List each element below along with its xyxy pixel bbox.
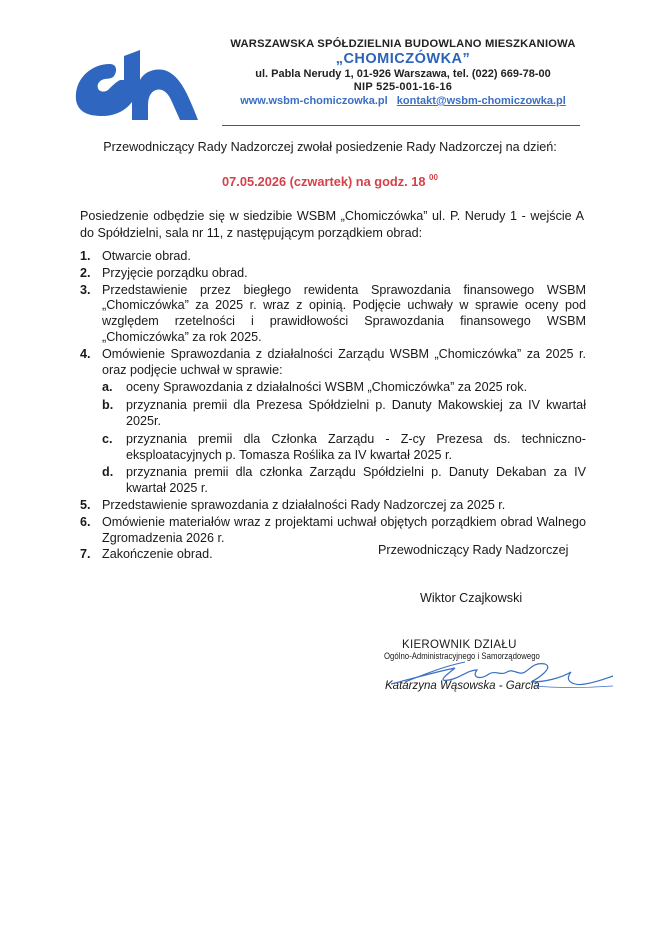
agenda-item [80, 266, 586, 282]
agenda-text: Omówienie Sprawozdania z działalności Zarządu WSBM „Chomiczówka” za 2025 r. oraz podjęcie uchwał w sprawie: [102, 346, 586, 377]
agenda-item [80, 498, 586, 514]
agenda-text: Otwarcie obrad. [102, 249, 191, 263]
subitem-letter: d. [102, 465, 114, 480]
website-link[interactable]: www.wsbm-chomiczowka.pl [240, 95, 388, 107]
agenda-text: Przedstawienie sprawozdania z działalności Rady Nadzorczej za 2025 r. [102, 497, 506, 512]
agenda-number: 7. [80, 547, 91, 562]
chair-name: Wiktor Czajkowski [420, 591, 523, 605]
agenda-number: 5. [80, 497, 91, 512]
contact-line [218, 95, 588, 107]
agenda-subitem [102, 432, 586, 464]
location-paragraph: Posiedzenie odbędzie się w siedzibie WSBM „Chomiczówka” ul. P. Nerudy 1 - wejście A do Spółdzielni, sala nr 11, z następującym porządkiem obrad: [80, 209, 584, 240]
subitem-text: przyznania premii dla Prezesa Spółdzielni p. Danuty Makowskiej za IV kwartał 2025r. [126, 398, 586, 428]
meeting-date-minutes: 00 [429, 173, 438, 182]
agenda-text: Przedstawienie przez biegłego rewidenta Sprawozdania finansowego WSBM „Chomiczówka” za 2025 r. wraz z opinią. Podjęcie uchwały w sprawie oceny pod względem rzetelności i prawidłowości Sprawozdania finansowego WSBM „Chomiczówka” za rok 2025. [102, 282, 586, 344]
cooperative-name: „CHOMICZÓWKA” [335, 51, 471, 67]
stamp-title: KIEROWNIK DZIAŁU [402, 639, 517, 651]
header-divider [222, 125, 580, 126]
handwritten-signature-icon [385, 652, 615, 692]
email-link[interactable]: kontakt@wsbm-chomiczowka.pl [396, 95, 566, 107]
agenda-item [80, 249, 586, 265]
subitem-text: przyznania premii dla członka Zarządu Spółdzielni p. Danuty Dekaban za IV kwartał 2025 r. [126, 465, 586, 496]
agenda-number: 1. [80, 249, 91, 263]
meeting-date [60, 173, 600, 189]
tax-id: NIP 525-001-16-16 [353, 81, 453, 93]
agenda-number: 2. [80, 265, 91, 280]
subitem-letter: c. [102, 431, 113, 446]
agenda-item [80, 283, 586, 346]
chair-title: Przewodniczący Rady Nadzorczej [378, 543, 569, 557]
agenda-subitem [102, 398, 586, 430]
agenda-item [80, 347, 586, 497]
agenda-list [80, 248, 586, 563]
stamp-department: Ogólno-Administracyjnego i Samorządowego [384, 651, 540, 662]
agenda-number: 6. [80, 514, 91, 529]
stamp-name: Katarzyna Wąsowska - Garcia [385, 680, 540, 692]
subitem-letter: b. [102, 398, 114, 413]
agenda-number: 4. [80, 346, 91, 361]
letterhead [218, 38, 588, 107]
intro-text: Przewodniczący Rady Nadzorczej zwołał posiedzenie Rady Nadzorczej na dzień: [103, 140, 557, 154]
agenda-subitem [102, 465, 586, 497]
subitem-text: przyznania premii dla Członka Zarządu - Z-cy Prezesa ds. techniczno-eksploatacyjnych p. Tomasza Roślika za IV kwartał 2025 r. [126, 431, 586, 462]
agenda-number: 3. [80, 282, 91, 297]
agenda-subitem [102, 380, 586, 396]
agenda-sublist [102, 380, 586, 497]
subitem-letter: a. [102, 380, 113, 395]
address: ul. Pabla Nerudy 1, 01-926 Warszawa, tel. (022) 669-78-00 [255, 68, 551, 80]
organization-name: WARSZAWSKA SPÓŁDZIELNIA BUDOWLANO MIESZKANIOWA [230, 38, 576, 50]
ch-logo-icon [72, 50, 202, 122]
subitem-text: oceny Sprawozdania z działalności WSBM „Chomiczówka” za 2025 rok. [126, 380, 528, 395]
agenda-text: Zakończenie obrad. [102, 547, 213, 562]
agenda-text: Przyjęcie porządku obrad. [102, 265, 248, 280]
agenda-text: Omówienie materiałów wraz z projektami uchwał objętych porządkiem obrad Walnego Zgromadzenia 2026 r. [102, 514, 586, 545]
agenda-item [80, 515, 586, 547]
meeting-date-main: 07.05.2026 (czwartek) na godz. 18 [222, 174, 426, 189]
